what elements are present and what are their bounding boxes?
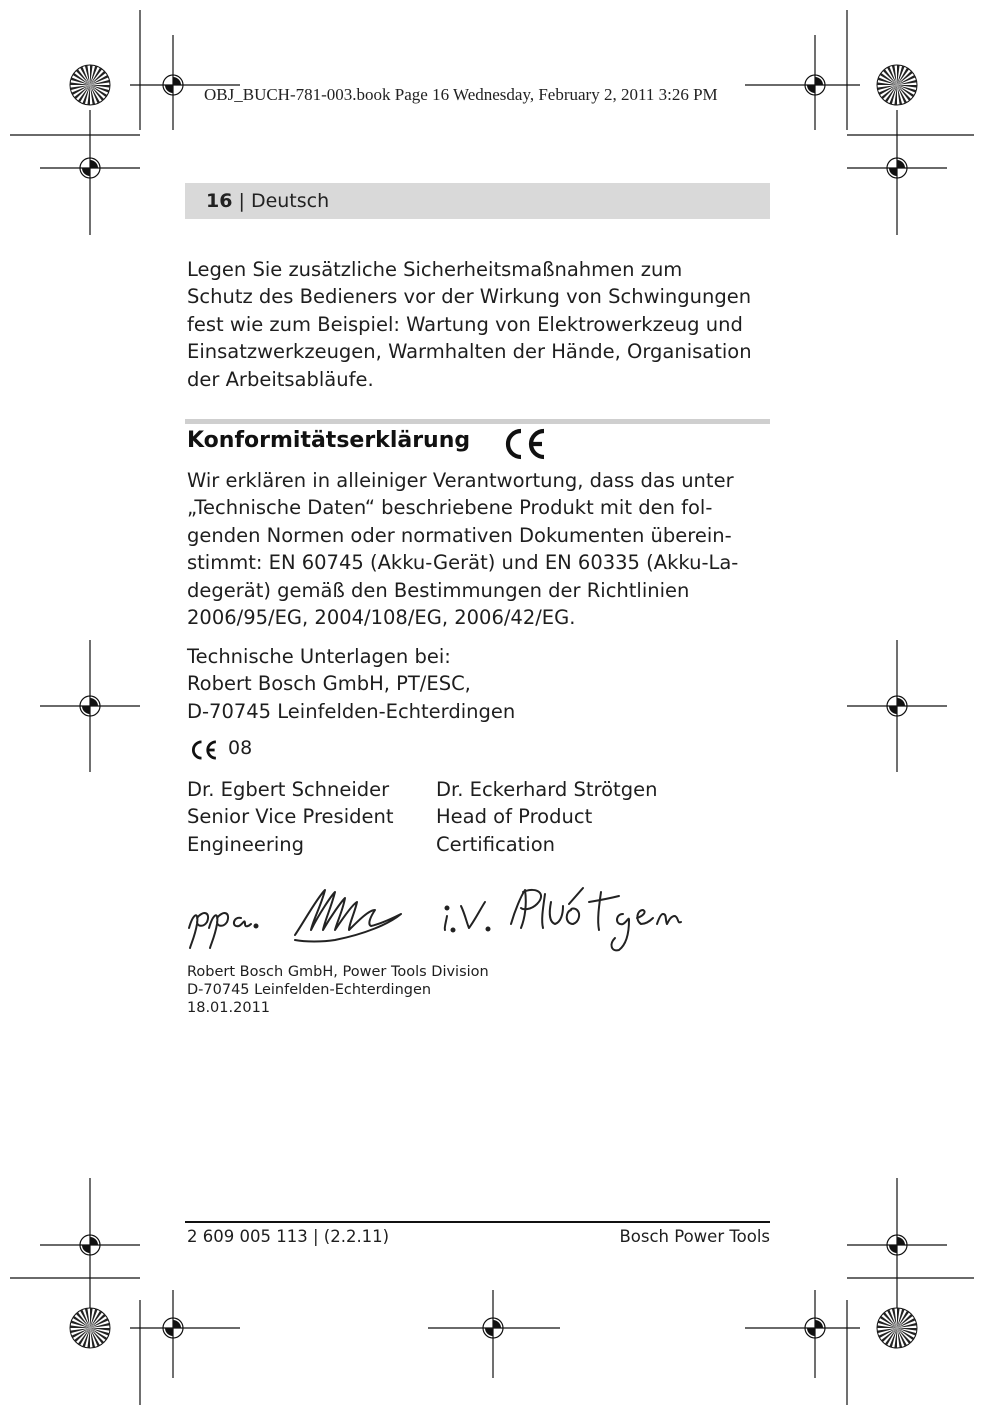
signatory-title: Senior Vice President xyxy=(187,805,394,829)
intro-paragraph xyxy=(187,256,777,393)
section-body xyxy=(187,467,777,631)
documents-line: D-70745 Leinfelden-Echterdingen xyxy=(187,699,516,723)
signatory-title: Certification xyxy=(436,832,555,856)
body-line: genden Normen oder normativen Dokumenten überein- xyxy=(187,523,732,547)
header-separator: | xyxy=(232,190,251,212)
intro-line: Legen Sie zusätzliche Sicherheitsmaßnahmen zum xyxy=(187,258,683,281)
footer-document-number: 2 609 005 113 | (2.2.11) xyxy=(187,1227,390,1246)
body-line: 2006/95/EG, 2004/108/EG, 2006/42/EG. xyxy=(187,606,576,630)
intro-line: Schutz des Bedieners vor der Wirkung von Schwingungen xyxy=(187,285,752,309)
issuer-date: 18.01.2011 xyxy=(187,1000,271,1016)
issuer-line: D-70745 Leinfelden-Echterdingen xyxy=(187,982,432,998)
intro-line: der Arbeitsabläufe. xyxy=(187,367,374,391)
ce-small-mark-icon xyxy=(187,740,221,760)
page-number: 16 xyxy=(206,190,233,212)
signatory-name: Dr. Egbert Schneider xyxy=(187,778,390,801)
footer-rule xyxy=(185,1221,770,1223)
documents-line: Technische Unterlagen bei: xyxy=(187,645,451,668)
print-header: OBJ_BUCH-781-003.book Page 16 Wednesday, February 2, 2011 3:26 PM xyxy=(204,85,718,104)
issuer-line: Robert Bosch GmbH, Power Tools Division xyxy=(187,964,489,980)
documents-line: Robert Bosch GmbH, PT/ESC, xyxy=(187,672,471,696)
signatory-2 xyxy=(436,776,657,858)
documents-block xyxy=(187,643,777,725)
handwritten-signatures-image xyxy=(185,880,725,955)
intro-line: fest wie zum Beispiel: Wartung von Elektrowerkzeug und xyxy=(187,312,743,336)
body-line: „Technische Daten“ beschriebene Produkt mit den fol- xyxy=(187,496,713,520)
signatory-title: Engineering xyxy=(187,832,304,856)
footer-brand: Bosch Power Tools xyxy=(619,1227,770,1246)
ce-year: 08 xyxy=(228,737,253,759)
header-language: Deutsch xyxy=(250,190,330,212)
page-header-band xyxy=(185,183,770,219)
section-title: Konformitätserklärung xyxy=(187,428,471,453)
section-rule xyxy=(185,419,770,424)
signatory-name: Dr. Eckerhard Strötgen xyxy=(436,778,658,801)
body-line: stimmt: EN 60745 (Akku-Gerät) und EN 60335 (Akku-La- xyxy=(187,551,739,575)
signatory-title: Head of Product xyxy=(436,805,593,829)
body-line: degerät) gemäß den Bestimmungen der Richtlinien xyxy=(187,578,690,602)
ce-mark-icon xyxy=(502,428,548,460)
intro-line: Einsatzwerkzeugen, Warmhalten der Hände, Organisation xyxy=(187,340,752,364)
signatory-1 xyxy=(187,776,394,858)
issuer-block xyxy=(187,963,489,1017)
body-line: Wir erklären in alleiniger Verantwortung, dass das unter xyxy=(187,469,734,492)
